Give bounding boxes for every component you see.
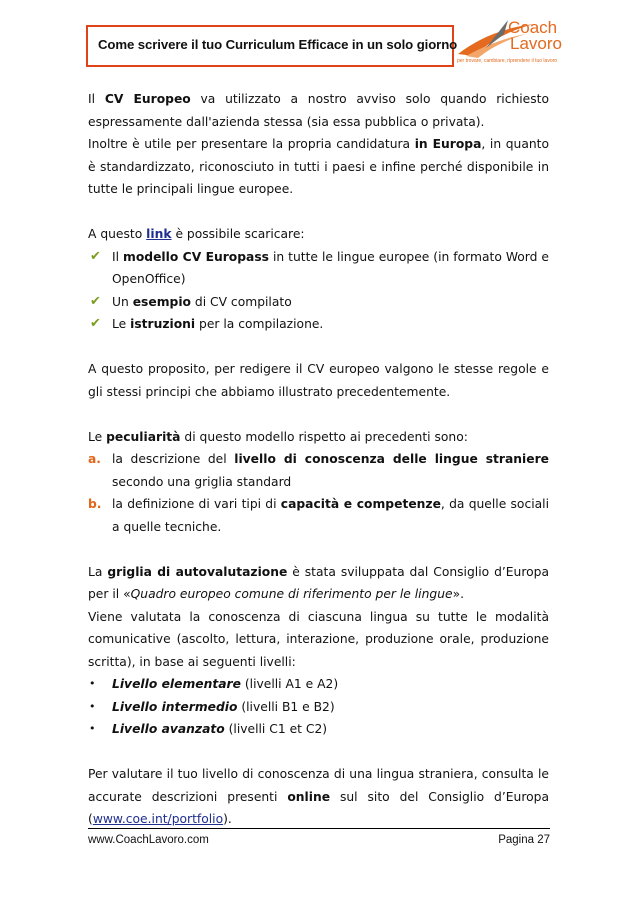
text: va utilizzato a nostro avviso solo quando richiesto espressamente dall'azienda stessa (sia essa pubblica o privata).: [88, 92, 550, 129]
bold-italic-text: Livello intermedio: [112, 699, 238, 714]
logo-text-coach: Coach: [508, 18, 558, 37]
list-letter: a.: [88, 452, 101, 466]
text: Il: [88, 92, 105, 106]
bold-text: capacità e competenze: [280, 497, 441, 511]
bold-text: istruzioni: [130, 317, 196, 331]
bold-italic-text: Livello avanzato: [112, 722, 225, 736]
logo-tagline: per trovare, cambiare, riprendere il tuo lavoro: [457, 58, 558, 64]
text: è stata sviluppata dal Consiglio d’Europa per il «: [88, 564, 550, 601]
text: Il: [112, 249, 124, 264]
footer-page-number: Pagina 27: [498, 834, 550, 846]
paragraph-link: [88, 223, 549, 246]
text: Per valutare il tuo livello di conoscenza di una lingua straniera, consulta le accurate descrizioni presenti: [88, 767, 549, 804]
bullet-icon: •: [89, 699, 96, 713]
text: è possibile scaricare:: [171, 227, 305, 241]
bold-text: esempio: [132, 294, 191, 309]
coachlavoro-logo: [456, 18, 562, 68]
level-item-elementare: [88, 673, 549, 696]
paragraph-proposito: A questo proposito, per redigere il CV europeo valgono le stesse regole e gli stessi principi che abbiamo illustrato precedentemente.: [88, 362, 549, 399]
text: in tutte le lingue europee (in formato Word e OpenOffice): [112, 249, 549, 286]
check-item-istruzioni: [88, 313, 549, 336]
text: la descrizione del: [112, 452, 235, 466]
page-content: [88, 88, 549, 831]
paragraph-online: [88, 763, 549, 831]
paragraph-peculiarita: [88, 426, 549, 449]
text: (livelli A1 e A2): [240, 677, 339, 691]
text: Inoltre è utile per presentare la propria candidatura: [88, 137, 415, 151]
checkmark-icon: ✔: [90, 293, 101, 309]
header-box: [86, 25, 458, 67]
text: Le: [88, 429, 107, 444]
checkmark-icon: ✔: [90, 316, 101, 331]
letter-item-b: [88, 493, 549, 538]
list-letter: b.: [88, 497, 102, 511]
text: ).: [223, 812, 232, 826]
bold-text: modello CV Europass: [123, 249, 269, 264]
text: di questo modello rispetto ai precedenti sono:: [180, 429, 468, 444]
text: , da quelle sociali a quelle tecniche.: [112, 497, 549, 534]
text: , in quanto è standardizzato, riconosciuto in tutti i paesi e infine perché disponibile in tutte le principali lingue europee.: [88, 137, 549, 196]
text: sul sito del Consiglio d’Europa (: [88, 789, 549, 826]
bold-text: griglia di autovalutazione: [107, 564, 288, 579]
text: (livelli C1 et C2): [224, 722, 328, 736]
level-item-avanzato: [88, 718, 549, 741]
download-link[interactable]: link: [146, 227, 172, 241]
logo-text-lavoro: Lavoro: [510, 34, 562, 53]
text: secondo una griglia standard: [112, 474, 292, 489]
footer-divider: [88, 828, 550, 829]
header-title: Come scrivere il tuo Curriculum Efficace in un solo giorno: [98, 37, 458, 52]
check-item-esempio: [88, 291, 549, 314]
bold-text: in Europa: [414, 137, 482, 151]
bold-text: peculiarità: [106, 429, 181, 444]
italic-text: Quadro europeo comune di riferimento per le lingue: [130, 587, 453, 601]
text: La: [88, 564, 108, 579]
paragraph-cv-europeo: [88, 88, 549, 133]
text: Un: [112, 294, 133, 309]
paragraph-griglia: [88, 561, 549, 606]
bullet-icon: •: [89, 722, 96, 735]
text: A questo: [88, 227, 147, 241]
letter-item-a: [88, 448, 549, 493]
text: di CV compilato: [190, 294, 292, 309]
bold-text: livello di conoscenza delle lingue straniere: [234, 452, 550, 466]
text: (livelli B1 e B2): [237, 699, 335, 714]
text: la definizione di vari tipi di: [112, 497, 281, 511]
paragraph-europa: [88, 133, 549, 201]
footer-site: www.CoachLavoro.com: [88, 834, 209, 846]
coe-portfolio-link[interactable]: www.coe.int/portfolio: [92, 812, 224, 826]
bold-text: online: [287, 789, 331, 804]
paragraph-valutazione: Viene valutata la conoscenza di ciascuna lingua su tutte le modalità comunicative (ascolto, lettura, interazione, produzione orale, produzione scritta), in base ai seguenti livelli:: [88, 609, 549, 669]
bullet-icon: •: [89, 677, 96, 690]
bold-italic-text: Livello elementare: [112, 677, 241, 691]
checkmark-icon: ✔: [90, 248, 101, 264]
level-item-intermedio: [88, 696, 549, 719]
text: ».: [452, 587, 464, 601]
text: Le: [112, 317, 131, 331]
check-item-modello: [88, 246, 549, 291]
bold-text: CV Europeo: [104, 92, 191, 106]
text: per la compilazione.: [195, 317, 324, 331]
